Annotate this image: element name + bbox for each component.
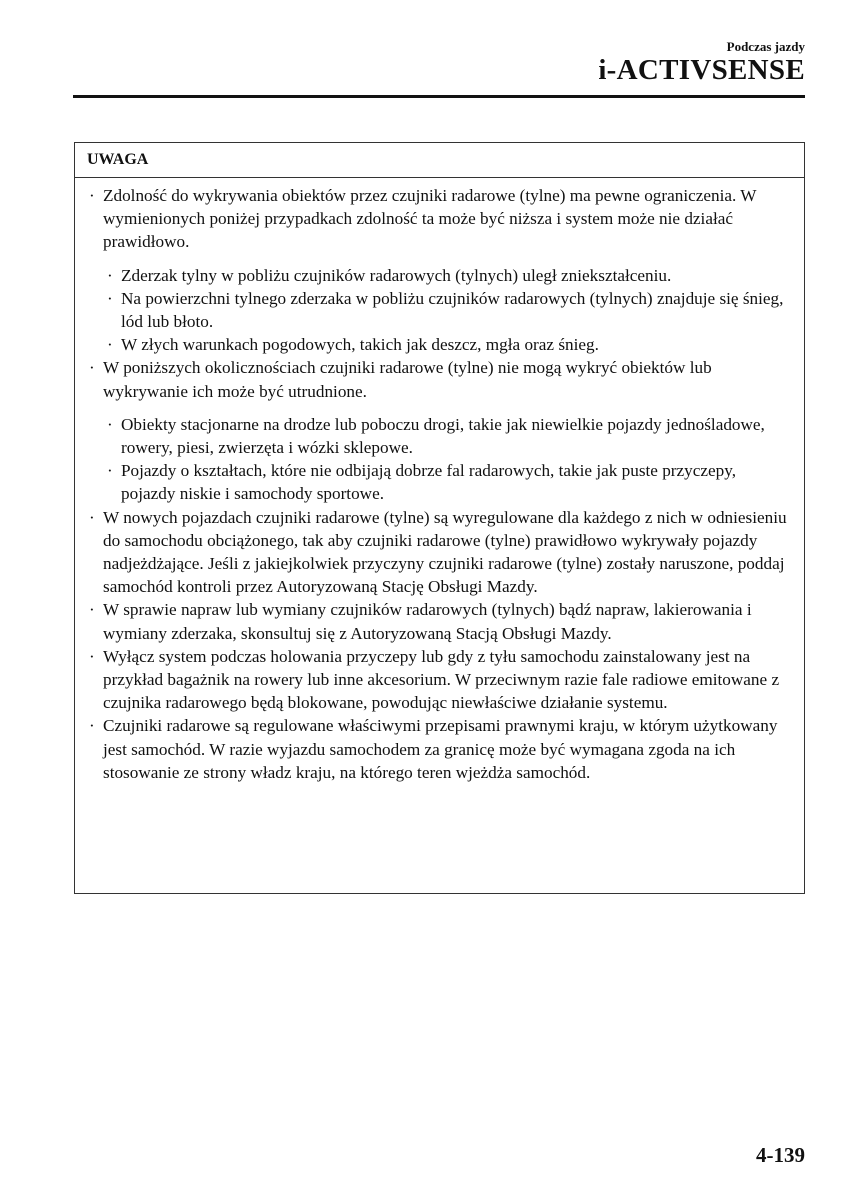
notice-item xyxy=(89,598,792,644)
bullet-dot-icon: · xyxy=(89,186,95,205)
notice-item xyxy=(89,184,792,356)
bullet-dot-icon: · xyxy=(107,461,113,481)
bullet-item-text: Czujniki radarowe są regulowane właściwymi przepisami prawnymi kraju, w którym użytkowany jest samochód. W razie wyjazdu samochodem za granicę może być wymagana zgoda na ich stosowanie ze strony władz kraju, na którego teren wjeżdża samochód. xyxy=(103,716,778,782)
sub-bullet-text: W złych warunkach pogodowych, takich jak deszcz, mgła oraz śnieg. xyxy=(121,335,599,355)
sub-bullet-item xyxy=(89,264,792,287)
bullet-item xyxy=(89,184,792,254)
notice-body xyxy=(75,178,804,784)
notice-box xyxy=(74,142,805,894)
sub-bullet-item xyxy=(89,333,792,356)
sub-bullet-list xyxy=(89,264,792,357)
sub-bullet-item xyxy=(89,413,792,459)
notice-item xyxy=(89,714,792,784)
page-number: 4-139 xyxy=(756,1143,805,1167)
notice-item xyxy=(89,645,792,715)
header-divider xyxy=(73,95,805,98)
bullet-dot-icon: · xyxy=(107,335,113,355)
bullet-item-text: W poniższych okolicznościach czujniki radarowe (tylne) nie mogą wykryć obiektów lub wykrywanie ich może być utrudnione. xyxy=(103,358,712,401)
bullet-dot-icon: · xyxy=(107,414,113,434)
bullet-item xyxy=(89,356,792,402)
sub-bullet-item xyxy=(89,459,792,505)
bullet-dot-icon: · xyxy=(107,265,113,285)
bullet-item xyxy=(89,506,792,599)
sub-bullet-text: Na powierzchni tylnego zderzaka w pobliżu czujników radarowych (tylnych) znajduje się śnieg, lód lub błoto. xyxy=(121,288,784,332)
sub-bullet-item xyxy=(89,287,792,333)
bullet-dot-icon: · xyxy=(89,358,95,378)
page-title: i-ACTIVSENSE xyxy=(598,54,805,86)
bullet-dot-icon: · xyxy=(89,716,95,736)
sub-bullet-list xyxy=(89,413,792,506)
bullet-item-text: W nowych pojazdach czujniki radarowe (tylne) są wyregulowane dla każdego z nich w odniesieniu do samochodu obciążonego, tak aby czujniki radarowe (tylne) prawidłowo wykrywały pojazdy nadjeżdżające. Jeśli z jakiejkolwiek przyczyny czujniki radarowe (tylne) zostały naruszone, poddaj samochód kontroli przez Autoryzowaną Stację Obsługi Mazdy. xyxy=(103,507,787,597)
sub-bullet-text: Zderzak tylny w pobliżu czujników radarowych (tylnych) uległ zniekształceniu. xyxy=(121,265,672,285)
bullet-dot-icon: · xyxy=(89,646,95,666)
bullet-dot-icon: · xyxy=(107,288,113,308)
notice-item xyxy=(89,506,792,599)
bullet-item-text: Wyłącz system podczas holowania przyczepy lub gdy z tyłu samochodu zainstalowany jest na przykład bagażnik na rowery lub inne akcesorium. W przeciwnym razie fale radiowe emitowane z czujnika radarowego będą blokowane, powodując niewłaściwe działanie systemu. xyxy=(103,646,780,713)
bullet-item-text: W sprawie napraw lub wymiany czujników radarowych (tylnych) bądź napraw, lakierowania i wymiany zderzaka, skonsultuj się z Autoryzowaną Stacją Obsługi Mazdy. xyxy=(103,600,752,643)
bullet-item xyxy=(89,645,792,715)
sub-bullet-text: Pojazdy o kształtach, które nie odbijają dobrze fal radarowych, takie jak puste przyczepy, pojazdy niskie i samochody sportowe. xyxy=(121,461,736,504)
sub-bullet-text: Obiekty stacjonarne na drodze lub poboczu drogi, takie jak niewielkie pojazdy jednośladowe, rowery, piesi, zwierzęta i wózki sklepowe. xyxy=(121,414,765,458)
bullet-item xyxy=(89,714,792,784)
notice-item xyxy=(89,356,792,505)
bullet-item-text: Zdolność do wykrywania obiektów przez czujniki radarowe (tylne) ma pewne ograniczenia. W wymienionych poniżej przypadkach zdolność ta może być niższa i system może nie działać prawidłowo. xyxy=(103,186,757,252)
notice-heading: UWAGA xyxy=(75,143,804,178)
bullet-dot-icon: · xyxy=(89,600,95,620)
section-label: Podczas jazdy xyxy=(726,39,805,54)
bullet-item xyxy=(89,598,792,644)
bullet-dot-icon: · xyxy=(89,507,95,527)
